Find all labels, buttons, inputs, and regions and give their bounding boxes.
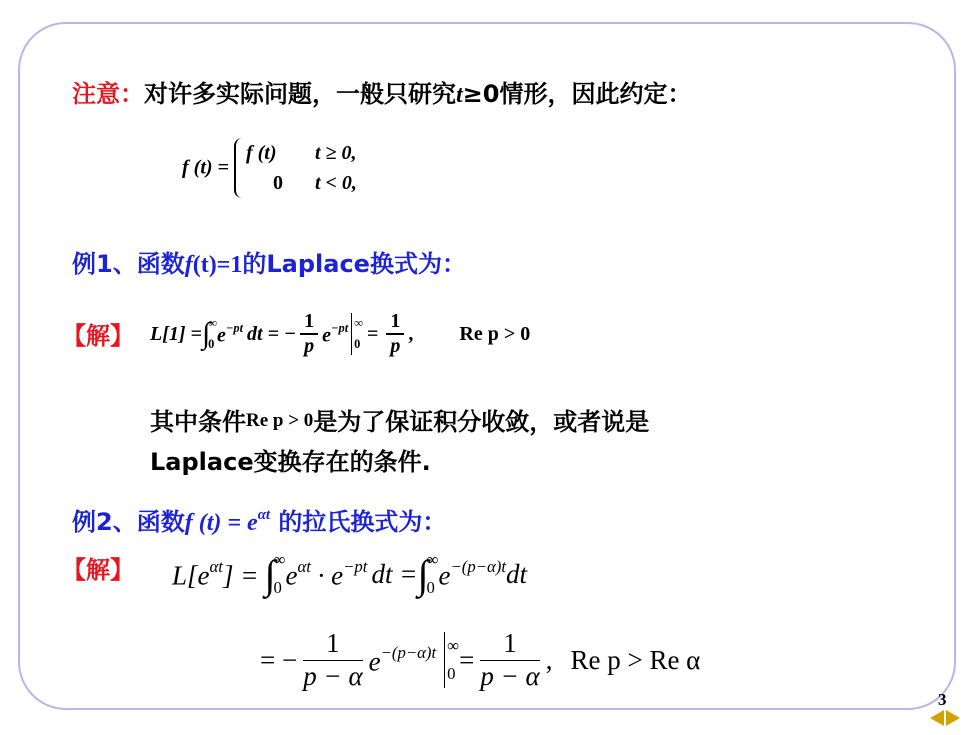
note-var: t (456, 82, 463, 108)
sol1-eval-bar: ∞ 0 (351, 313, 363, 355)
prev-arrow-icon[interactable] (930, 710, 944, 726)
example2-suffix: 的拉氏换式为： (270, 508, 447, 536)
example1-heading (72, 244, 466, 279)
example2-prefix: 例2、函数 (72, 508, 185, 536)
case2-condition: t < 0, (314, 172, 357, 194)
sol2-dt2: dt (506, 558, 528, 589)
sol2-frac1: $\frac{1}{p - \alpha}$ (303, 628, 363, 691)
sol1-mid: $e^{-pt}$ (322, 320, 349, 347)
sol1-limits (208, 313, 217, 355)
sol1-frac1: $\frac{1}{p}$ (300, 310, 318, 358)
integral-sign-1: ∫ (201, 317, 211, 350)
example2-math: f $(t) = e^{\alpha t}$ (184, 506, 271, 536)
piecewise-definition (182, 138, 357, 198)
sol2-row2-eq: = (459, 644, 475, 675)
note-label: 注意： (72, 80, 144, 108)
note-text-b: ≥0情形，因此约定： (462, 80, 692, 108)
integral-sign-3: ∫ (417, 551, 429, 597)
integral-sign-2: ∫ (264, 551, 276, 597)
note-text-a: 对许多实际问题，一般只研究 (144, 80, 456, 108)
slide-nav (930, 710, 960, 726)
note-line (72, 74, 691, 109)
example1-prefix: 例1、函数 (72, 250, 185, 278)
solution2-row1 (172, 546, 527, 602)
solution2-row2 (260, 618, 700, 702)
page-number: 3 (938, 690, 947, 709)
piecewise-lhs: f (t) = (182, 156, 229, 179)
sol1-lower: 0 (208, 337, 215, 351)
sol2-frac2: $\frac{1}{p - \alpha}$ (480, 628, 540, 691)
sol2-eval-bar: ∞ 0 (444, 632, 459, 689)
sol2-lhs: $L[e^{\alpha t}]$ = (172, 556, 259, 591)
sol1-integrand: $e^{-pt}$ (217, 320, 244, 347)
remark-line1 (150, 402, 649, 437)
sol1-eq: = (367, 322, 379, 345)
next-arrow-icon[interactable] (946, 710, 960, 726)
piecewise-brace (234, 138, 357, 198)
solution2-tag: 【解】 (62, 556, 134, 584)
example1-suffix: 的Laplace换式为： (242, 250, 466, 278)
sol1-comma: , (408, 322, 414, 345)
sol1-frac2: $\frac{1}{p}$ (386, 310, 404, 358)
sol1-upper: ∞ (208, 315, 217, 330)
sol2-row2-comma: , (545, 644, 553, 675)
remark-a: 其中条件 (150, 408, 246, 436)
sol2-row2-start: = − (260, 644, 298, 675)
slide-frame (18, 22, 956, 710)
sol2-row2-e: $e^{-(p-\alpha)t}$ (368, 642, 437, 677)
example1-arg: (t)=1 (192, 252, 243, 278)
sol2-limits-1: ∞ 0 (273, 549, 286, 597)
sol1-condition: Re p > 0 (459, 322, 531, 345)
sol2-row2-condition: Re p > Re α (570, 644, 701, 675)
sol2-term1: $e^{\alpha t} \cdot e^{-pt}$ (285, 556, 368, 591)
example2-heading (72, 502, 446, 537)
case2-expr: 0 (272, 172, 283, 194)
solution1-tag: 【解】 (62, 322, 134, 350)
sol1-lhs: L[1] = (150, 322, 202, 345)
case1-condition: t ≥ 0, (314, 142, 357, 164)
sol1-dt: dt = − (247, 322, 297, 345)
example1-func: f (184, 252, 193, 278)
remark-b: 是为了保证积分收敛，或者说是 (313, 408, 650, 436)
sol2-term3: $e^{-(p-\alpha)t}$ (438, 556, 506, 591)
remark-cond: Re p > 0 (246, 410, 314, 431)
sol2-limits-2: ∞ 0 (426, 549, 439, 597)
case1-expr: f (t) (245, 142, 277, 164)
remark-line2: Laplace变换存在的条件. (150, 448, 431, 476)
solution1-formula (150, 304, 530, 364)
sol2-dt1: dt = (371, 558, 418, 589)
